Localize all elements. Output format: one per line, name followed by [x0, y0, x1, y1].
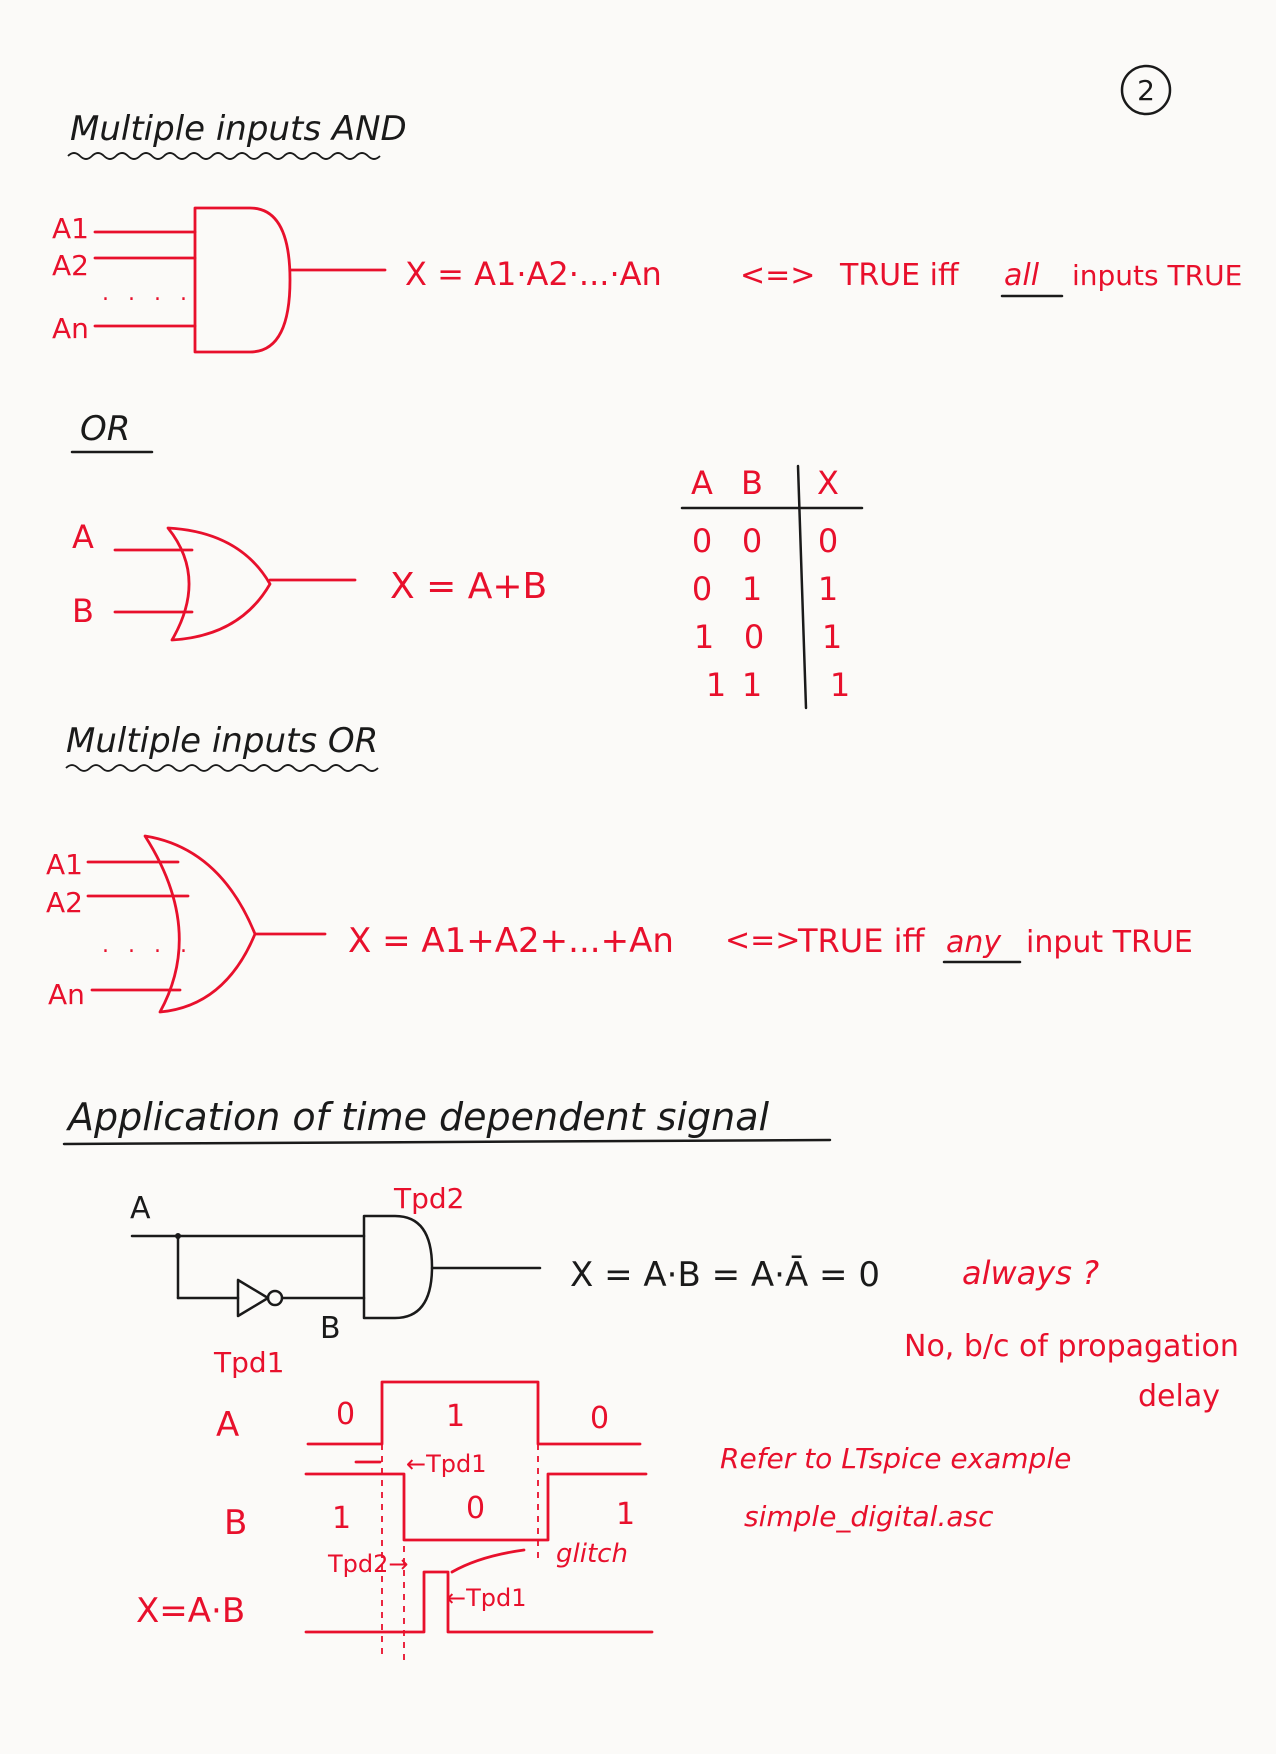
reference-line2: simple_digital.asc [744, 1500, 994, 1533]
timing-tpd2-mark: Tpd2→ [328, 1550, 409, 1578]
truth-header-a: A [691, 464, 713, 502]
page-number: 2 [1137, 74, 1155, 107]
and-formula: X = A1·A2·...·An [405, 255, 662, 293]
or-multi-statement-pre: TRUE iff [798, 922, 925, 960]
truth-row3-a: 1 [693, 618, 715, 656]
inverter-triangle [238, 1280, 268, 1316]
or-input-a: A [72, 518, 94, 556]
truth-row1-x: 0 [817, 522, 839, 560]
glitch-arrow [452, 1550, 524, 1572]
truth-row4-b: 1 [741, 666, 763, 704]
or-multi-equiv: <=> [725, 923, 801, 958]
timing-a-level-0: 0 [336, 1397, 356, 1432]
or-multi-input-a1: A1 [46, 848, 83, 881]
or-input-b: B [72, 592, 94, 630]
time-answer-line2: delay [1138, 1379, 1220, 1414]
time-formula: X = A·B = A·Ā = 0 [570, 1255, 880, 1295]
or-multi-statement-post: input TRUE [1026, 925, 1193, 960]
or-multi-input-an: An [48, 978, 85, 1011]
inverter-bubble [268, 1291, 282, 1305]
timing-tpd1-mark: ←Tpd1 [406, 1450, 487, 1478]
truth-header-b: B [741, 464, 763, 502]
truth-row2-a: 0 [691, 570, 713, 608]
timing-label-a: A [216, 1405, 240, 1445]
and-statement-emph: all [1004, 258, 1040, 293]
truth-row2-x: 1 [817, 570, 839, 608]
and-section-title: Multiple inputs AND [70, 109, 407, 149]
or-truth-table [682, 464, 862, 708]
or-formula: X = A+B [390, 566, 548, 607]
circuit-label-b: B [320, 1311, 341, 1346]
truth-row4-a: 1 [705, 666, 727, 704]
or-multi-formula: X = A1+A2+...+An [348, 921, 674, 961]
time-answer-line1: No, b/c of propagation [904, 1329, 1239, 1364]
time-question: always ? [962, 1254, 1100, 1292]
and-equiv: <=> [740, 258, 816, 293]
and-input-a1: A1 [52, 212, 89, 245]
truth-column-rule [798, 466, 806, 708]
or-gate-multi [88, 836, 325, 1012]
and-gate-time [364, 1216, 432, 1318]
timing-a-level-2: 0 [590, 1401, 610, 1436]
circuit-input-a: A [130, 1191, 151, 1226]
time-title-underline [64, 1140, 830, 1144]
truth-header-x: X [817, 464, 839, 502]
and-title-underline [68, 153, 380, 159]
truth-row1-a: 0 [691, 522, 713, 560]
truth-row4-x: 1 [829, 666, 851, 704]
and-input-a2: A2 [52, 249, 89, 282]
or-multi-statement-emph: any [946, 925, 1002, 960]
and-statement-pre: TRUE iff [840, 258, 959, 293]
and-statement-post: inputs TRUE [1072, 259, 1243, 292]
truth-row3-x: 1 [821, 618, 843, 656]
time-section-title: Application of time dependent signal [68, 1095, 770, 1139]
timing-b-level-1: 0 [466, 1491, 486, 1526]
or-multi-input-dots: . . . . [102, 933, 193, 958]
or-multi-section-title: Multiple inputs OR [66, 721, 379, 761]
or-section-title: OR [80, 409, 131, 449]
tpd2-label: Tpd2 [394, 1182, 465, 1215]
tpd1-label: Tpd1 [214, 1346, 285, 1379]
timing-b-level-2: 1 [616, 1497, 636, 1532]
truth-row1-b: 0 [741, 522, 763, 560]
truth-row2-b: 1 [741, 570, 763, 608]
timing-tpd1-mark2: ←Tpd1 [446, 1584, 527, 1612]
timing-b-level-0: 1 [332, 1501, 352, 1536]
or-gate [115, 528, 355, 640]
truth-row3-b: 0 [743, 618, 765, 656]
reference-line1: Refer to LTspice example [720, 1442, 1072, 1475]
timing-a-level-1: 1 [446, 1399, 466, 1434]
timing-label-b: B [224, 1503, 248, 1543]
time-circuit [132, 1216, 540, 1318]
and-input-dots: . . . . [102, 281, 193, 306]
timing-label-x: X=A·B [136, 1591, 246, 1631]
and-input-an: An [52, 312, 89, 345]
or-multi-title-underline [66, 765, 378, 771]
and-gate-multi [95, 208, 385, 352]
or-multi-input-a2: A2 [46, 886, 83, 919]
timing-glitch-label: glitch [556, 1539, 628, 1569]
